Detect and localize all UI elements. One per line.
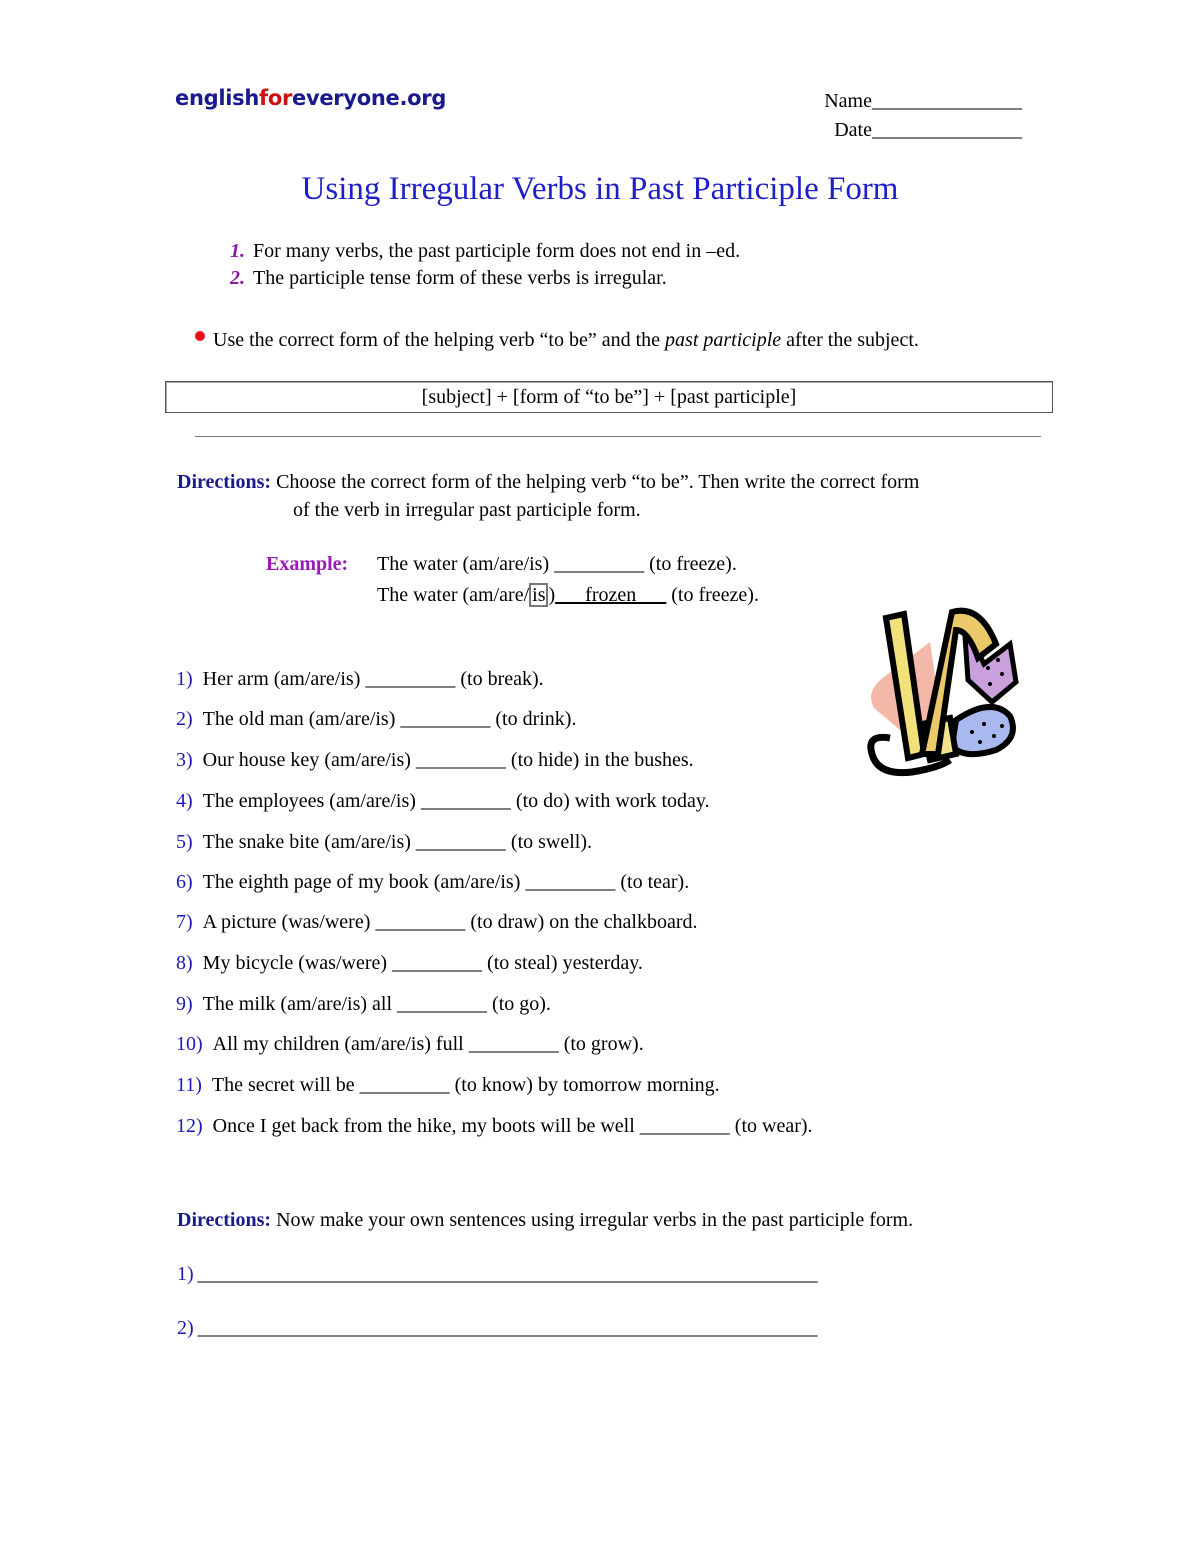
section-divider bbox=[195, 436, 1041, 437]
directions-1: Directions: Choose the correct form of the helping verb “to be”. Then write the correct form bbox=[177, 471, 920, 493]
question-7: 7) A picture (was/were) _________ (to draw) on the chalkboard. bbox=[176, 911, 698, 933]
question-9: 9) The milk (am/are/is) all _________ (to go). bbox=[176, 993, 551, 1015]
example-answer: ___frozen___ bbox=[555, 584, 667, 606]
question-5: 5) The snake bite (am/are/is) _________ (to swell). bbox=[176, 831, 593, 853]
example-line-2: The water (am/are/ is )___frozen___ (to freeze). bbox=[377, 584, 759, 606]
date-field[interactable]: Date_______________ bbox=[834, 119, 1022, 141]
question-3: 3) Our house key (am/are/is) _________ (to hide) in the bushes. bbox=[176, 749, 694, 771]
rule-1: 1. For many verbs, the past participle form does not end in –ed. bbox=[230, 240, 741, 262]
rule-1-text: For many verbs, the past participle form does not end in –ed. bbox=[253, 240, 741, 262]
question-11: 11) The secret will be _________ (to know) by tomorrow morning. bbox=[176, 1074, 720, 1096]
formula-box bbox=[165, 381, 1053, 413]
question-10: 10) All my children (am/are/is) full _________ (to grow). bbox=[176, 1033, 644, 1055]
question-8: 8) My bicycle (was/were) _________ (to steal) yesterday. bbox=[176, 952, 643, 974]
backpack-illustration bbox=[860, 604, 1024, 784]
rule-2: 2. The participle tense form of these verbs is irregular. bbox=[230, 267, 667, 289]
formula-text: [subject] + [form of “to be”] + [past participle] bbox=[421, 386, 797, 408]
bullet-dot-icon bbox=[195, 331, 205, 341]
own-sentence-1[interactable]: 1) ______________________________________________________________ bbox=[177, 1263, 818, 1285]
example-selected-choice: is bbox=[529, 583, 548, 607]
own-sentence-2[interactable]: 2) ______________________________________________________________ bbox=[177, 1317, 818, 1339]
example-line-1: The water (am/are/is) _________ (to freeze). bbox=[377, 553, 737, 575]
page-title: Using Irregular Verbs in Past Participle Form bbox=[301, 171, 899, 207]
directions-1-line-2: of the verb in irregular past participle form. bbox=[293, 499, 641, 521]
question-4: 4) The employees (am/are/is) _________ (to do) with work today. bbox=[176, 790, 710, 812]
backpack-pocket bbox=[952, 707, 1013, 754]
directions-2: Directions: Now make your own sentences using irregular verbs in the past participle form. bbox=[177, 1209, 914, 1231]
bullet-note: Use the correct form of the helping verb “to be” and the past participle after the subject. bbox=[195, 329, 919, 352]
question-2: 2) The old man (am/are/is) _________ (to drink). bbox=[176, 708, 577, 730]
site-logo: englishforeveryone.org bbox=[175, 86, 447, 110]
question-6: 6) The eighth page of my book (am/are/is) _________ (to tear). bbox=[176, 871, 690, 893]
rule-2-text: The participle tense form of these verbs is irregular. bbox=[253, 267, 667, 289]
question-12: 12) Once I get back from the hike, my boots will be well _________ (to wear). bbox=[176, 1115, 813, 1137]
name-field[interactable]: Name_______________ bbox=[824, 90, 1022, 112]
example-label: Example: bbox=[266, 553, 349, 575]
question-1: 1) Her arm (am/are/is) _________ (to break). bbox=[176, 668, 544, 690]
